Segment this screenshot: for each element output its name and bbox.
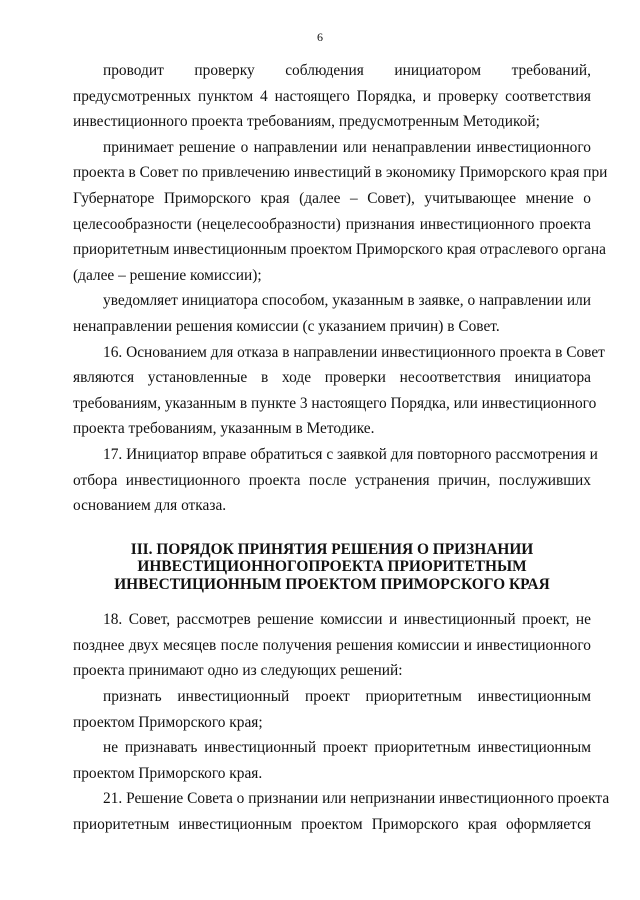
paragraph-group-top <box>73 58 608 519</box>
paragraph <box>73 135 608 289</box>
paragraph-line: проектом Приморского края. <box>73 764 263 782</box>
section-heading-line: ИНВЕСТИЦИОННОГОПРОЕКТА ПРИОРИТЕТНЫМ <box>137 558 527 576</box>
paragraph-group-bottom <box>73 607 610 837</box>
paragraph-line: проекта в Совет по привлечению инвестиций в экономику Приморского края при <box>73 164 608 182</box>
section-heading-line: ИНВЕСТИЦИОННЫМ ПРОЕКТОМ ПРИМОРСКОГО КРАЯ <box>114 575 550 593</box>
paragraph-line: (далее – решение комиссии); <box>73 266 262 284</box>
paragraph-line: проекта требованиям, указанным в Методике. <box>73 420 375 438</box>
paragraph-line: 21. Решение Совета о признании или непризнании инвестиционного проекта <box>103 790 610 808</box>
paragraph-line: инвестиционного проекта требованиям, предусмотренным Методикой; <box>73 113 540 131</box>
paragraph-line: 16. Основанием для отказа в направлении инвестиционного проекта в Совет <box>103 343 605 361</box>
page-number: 6 <box>317 30 323 44</box>
paragraph <box>73 442 598 519</box>
paragraph-line: приоритетным инвестиционным проектом Приморского края оформляется <box>73 815 591 833</box>
section-heading <box>73 541 591 594</box>
paragraph-line: предусмотренных пунктом 4 настоящего Порядка, и проверку соответствия <box>73 87 591 105</box>
paragraph-line: являются установленные в ходе проверки несоответствия инициатора <box>73 369 591 387</box>
paragraph <box>73 288 591 339</box>
paragraph-line: проводит проверку соблюдения инициатором требований, <box>103 62 591 79</box>
document-body <box>73 58 610 838</box>
paragraph <box>73 786 610 837</box>
paragraph <box>73 684 591 735</box>
paragraph <box>73 340 605 442</box>
paragraph-line: проектом Приморского края; <box>73 713 263 731</box>
paragraph-line: 17. Инициатор вправе обратиться с заявкой для повторного рассмотрения и <box>103 445 598 463</box>
paragraph-line: позднее двух месяцев после получения решения комиссии и инвестиционного <box>73 636 591 654</box>
paragraph-line: признать инвестиционный проект приоритетным инвестиционным <box>103 687 591 705</box>
paragraph-line: Губернаторе Приморского края (далее – Совет), учитывающее мнение о <box>73 189 591 207</box>
paragraph-line: 18. Совет, рассмотрев решение комиссии и инвестиционный проект, не <box>103 611 591 629</box>
section-heading-line: III. ПОРЯДОК ПРИНЯТИЯ РЕШЕНИЯ О ПРИЗНАНИИ <box>130 540 534 558</box>
paragraph-line: уведомляет инициатора способом, указанным в заявке, о направлении или <box>103 292 591 310</box>
paragraph-line: проекта принимают одно из следующих решений: <box>73 662 403 680</box>
paragraph-line: приоритетным инвестиционным проектом Приморского края отраслевого органа <box>73 241 606 259</box>
paragraph <box>73 735 591 786</box>
paragraph <box>73 607 591 684</box>
paragraph-line: целесообразности (нецелесообразности) признания инвестиционного проекта <box>73 215 591 233</box>
paragraph-line: требованиям, указанным в пункте 3 настоящего Порядка, или инвестиционного <box>73 394 597 412</box>
paragraph <box>73 58 591 135</box>
paragraph-line: не признавать инвестиционный проект приоритетным инвестиционным <box>103 739 591 757</box>
paragraph-line: принимает решение о направлении или ненаправлении инвестиционного <box>103 138 591 156</box>
paragraph-line: ненаправлении решения комиссии (с указанием причин) в Совет. <box>73 317 500 335</box>
paragraph-line: основанием для отказа. <box>73 497 227 515</box>
paragraph-line: отбора инвестиционного проекта после устранения причин, послуживших <box>73 471 591 489</box>
